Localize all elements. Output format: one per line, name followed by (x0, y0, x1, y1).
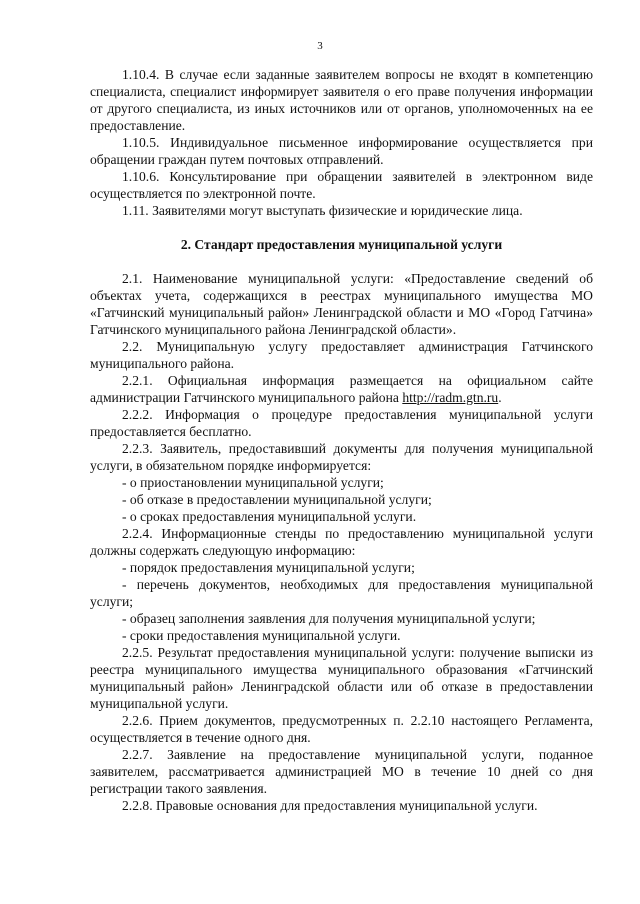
paragraph-2-2-7: 2.2.7. Заявление на предоставление муниципальной услуги, поданное заявителем, рассматривается администрацией МО в течение 10 дней со дня регистрации такого заявления. (90, 747, 593, 796)
list-item: - об отказе в предоставлении муниципальной услуги; (122, 492, 432, 507)
list-item: - образец заполнения заявления для получения муниципальной услуги; (122, 611, 536, 626)
paragraph-1-10-5: 1.10.5. Индивидуальное письменное информирование осуществляется при обращении граждан путем почтовых отправлений. (90, 135, 593, 167)
paragraph-2-2-5: 2.2.5. Результат предоставления муниципальной услуги: получение выписки из реестра муниципального имущества муниципального образования «Гатчинский муниципальный район» Ленинградской области или об отказе в предоставлении муниципальной услуги. (90, 645, 593, 711)
list-item: - о сроках предоставления муниципальной услуги. (122, 509, 417, 524)
paragraph-2-2: 2.2. Муниципальную услугу предоставляет администрация Гатчинского муниципального района. (90, 339, 593, 371)
page-number: 3 (317, 40, 323, 52)
paragraph-2-2-4: 2.2.4. Информационные стенды по предоставлению муниципальной услуги должны содержать следующую информацию: (90, 526, 593, 558)
list-item: - перечень документов, необходимых для предоставления муниципальной услуги; (90, 577, 593, 609)
paragraph-2-2-1-text: 2.2.1. Официальная информация размещается на официальном сайте администрации Гатчинского муниципального района (90, 373, 593, 405)
paragraph-2-2-2: 2.2.2. Информация о процедуре предоставления муниципальной услуги предоставляется бесплатно. (90, 407, 593, 439)
paragraph-2-2-1-end: . (498, 390, 502, 405)
website-link[interactable]: http://radm.gtn.ru (402, 390, 499, 405)
paragraph-2-1: 2.1. Наименование муниципальной услуги: «Предоставление сведений об объектах учета, содержащихся в реестрах муниципального имущества МО «Гатчинский муниципальный район» Ленинградской области и МО «Город Гатчина» Гатчинского муниципального района Ленинградской области». (90, 271, 593, 337)
document-body (90, 66, 593, 814)
section-heading: 2. Стандарт предоставления муниципальной услуги (180, 237, 503, 252)
list-item: - о приостановлении муниципальной услуги; (122, 475, 384, 490)
paragraph-2-2-3: 2.2.3. Заявитель, предоставивший документы для получения муниципальной услуги, в обязательном порядке информируется: (90, 441, 593, 473)
paragraph-1-11: 1.11. Заявителями могут выступать физические и юридические лица. (122, 203, 523, 218)
list-item: - порядок предоставления муниципальной услуги; (122, 560, 415, 575)
paragraph-1-10-6: 1.10.6. Консультирование при обращении заявителей в электронном виде осуществляется по электронной почте. (90, 169, 593, 201)
list-item: - сроки предоставления муниципальной услуги. (122, 628, 401, 643)
paragraph-1-10-4: 1.10.4. В случае если заданные заявителем вопросы не входят в компетенцию специалиста, специалист информирует заявителя о его праве получения информации от другого специалиста, из иных источников или от органов, уполномоченных на ее предоставление. (90, 67, 593, 133)
paragraph-2-2-6: 2.2.6. Прием документов, предусмотренных п. 2.2.10 настоящего Регламента, осуществляется в течение одного дня. (90, 713, 593, 745)
paragraph-2-2-1 (90, 372, 593, 406)
paragraph-2-2-8: 2.2.8. Правовые основания для предоставления муниципальной услуги. (122, 798, 538, 813)
